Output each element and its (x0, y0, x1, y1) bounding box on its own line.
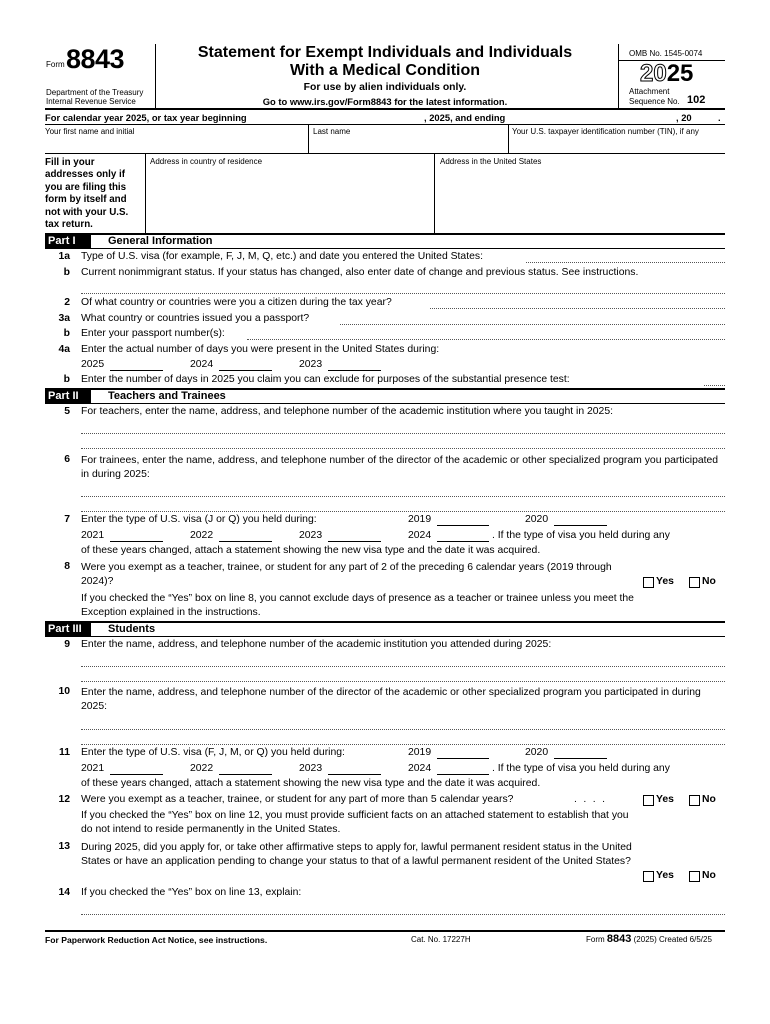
line-8-note: If you checked the “Yes” box on line 8, you cannot exclude days of presence as a teacher or trainee unless you meet the Exception explained in the instructions. (81, 593, 634, 618)
calendar-ending-label: , 2025, and ending (424, 112, 506, 123)
footer-year-created: (2025) Created 6/5/25 (633, 935, 712, 944)
line-7-2022-field[interactable] (219, 541, 272, 542)
line-7-number: 7 (64, 514, 70, 525)
part1-title: General Information (108, 235, 213, 247)
line-5-text: For teachers, enter the name, address, and telephone number of the academic institution where you taught in 2025: (81, 406, 613, 417)
line-7-tail: . If the type of visa you held during any (492, 530, 670, 541)
line-11-2021-label: 2021 (81, 763, 105, 774)
line-7-2023-label: 2023 (299, 530, 323, 541)
line-6-field-1[interactable] (81, 496, 725, 497)
line-13-yes-checkbox[interactable] (643, 871, 654, 882)
footer-rule (45, 930, 725, 932)
us-address-field[interactable] (435, 153, 725, 233)
first-name-label: Your first name and initial (45, 127, 135, 136)
line-1a-field[interactable] (526, 262, 725, 263)
catalog-number: Cat. No. 17227H (411, 935, 471, 944)
line-1b-number: b (63, 267, 70, 278)
form-title-line1: Statement for Exempt Individuals and Individuals (197, 44, 573, 61)
line-7-2022-label: 2022 (190, 530, 214, 541)
line-11-2019-field[interactable] (437, 758, 489, 759)
line-11-2024-label: 2024 (408, 763, 432, 774)
line-4a-2023-field[interactable] (328, 370, 381, 371)
sequence-number: 102 (687, 94, 706, 106)
form-subtitle: For use by alien individuals only. (303, 82, 467, 93)
line-7-2021-label: 2021 (81, 530, 105, 541)
part1-title-rule (45, 248, 725, 249)
line-3a-text: What country or countries issued you a passport? (81, 313, 310, 324)
line-11-2019-label: 2019 (408, 747, 432, 758)
line-7-2021-field[interactable] (110, 541, 163, 542)
line-6-field-2[interactable] (81, 511, 725, 512)
footer-form-number: 8843 (606, 933, 632, 945)
first-name-field[interactable] (45, 124, 308, 153)
tax-year-end-field[interactable] (512, 121, 672, 122)
header-bottom-rule (45, 108, 725, 110)
line-5-field-1[interactable] (81, 433, 725, 434)
line-5-field-2[interactable] (81, 448, 725, 449)
residence-address-field[interactable] (146, 153, 434, 233)
line-11-text: Enter the type of U.S. visa (F, J, M, or Q) you held during: (81, 747, 345, 758)
line-12-text: Were you exempt as a teacher, trainee, or student for any part of more than 5 calendar years? (81, 794, 514, 805)
line-13-number: 13 (58, 841, 70, 852)
line-1b-field[interactable] (81, 293, 725, 294)
line-13-no-label: No (702, 870, 716, 881)
irs-label: Internal Revenue Service (46, 97, 136, 106)
us-address-label: Address in the United States (440, 157, 542, 166)
line-2-number: 2 (64, 297, 70, 308)
line-12-yes-checkbox[interactable] (643, 795, 654, 806)
line-8-no-label: No (702, 576, 716, 587)
part1-label: Part I (45, 234, 91, 248)
line-3b-text: Enter your passport number(s): (81, 328, 225, 339)
department-label: Department of the Treasury (46, 88, 144, 97)
line-1a-text: Type of U.S. visa (for example, F, J, M, Q, etc.) and date you entered the United States: (81, 251, 483, 262)
irs-website-link[interactable]: Go to www.irs.gov/Form8843 for the latest information. (262, 96, 508, 107)
line-11-2022-label: 2022 (190, 763, 214, 774)
line-4b-field[interactable] (704, 385, 725, 386)
line-4a-2024-label: 2024 (190, 359, 214, 370)
attachment-label: Attachment (629, 87, 670, 96)
line-7-2019-label: 2019 (408, 514, 432, 525)
line-6-text: For trainees, enter the name, address, and telephone number of the director of the academic or other specialized program you participated in during 2025: (81, 455, 719, 480)
form-word: Form (46, 60, 65, 69)
line-4b-number: b (63, 374, 70, 385)
footer-form-word: Form (586, 935, 605, 944)
line-12-leader-dots: .... (574, 794, 612, 805)
line-7-2024-label: 2024 (408, 530, 432, 541)
line-4a-number: 4a (58, 344, 70, 355)
line-13-text: During 2025, did you apply for, or take other affirmative steps to apply for, lawful permanent resident status in the United States or have an application pending to change your status to that of a lawful permanent resident of the United States? (81, 842, 632, 867)
line-2-field[interactable] (430, 308, 725, 309)
line-12-note: If you checked the “Yes” box on line 12, you must provide sufficient facts on an attached statement to establish that you do not intend to reside permanently in the United States. (81, 810, 629, 835)
line-3a-number: 3a (58, 313, 70, 324)
line-10-text: Enter the name, address, and telephone number of the director of the academic or other specialized program you participated in during 2025: (81, 687, 701, 712)
line-14-text: If you checked the “Yes” box on line 13, explain: (81, 887, 302, 898)
line-1b-text: Current nonimmigrant status. If your status has changed, also enter date of change and previous status. See instructions. (81, 267, 639, 278)
line-8-yes-checkbox[interactable] (643, 577, 654, 588)
line-4a-2025-label: 2025 (81, 359, 105, 370)
header-divider-right (618, 44, 619, 108)
tax-year-outline: 20 (640, 60, 667, 87)
line-9-field-1[interactable] (81, 666, 725, 667)
line-8-number: 8 (64, 561, 70, 572)
line-12-no-label: No (702, 794, 716, 805)
line-7-2019-field[interactable] (437, 525, 489, 526)
line-7-2024-field[interactable] (437, 541, 489, 542)
line-8-yes-label: Yes (656, 576, 674, 587)
line-11-2024-field[interactable] (437, 774, 489, 775)
line-11-2020-label: 2020 (525, 747, 549, 758)
line-14-field[interactable] (81, 914, 725, 915)
line-7-2023-field[interactable] (328, 541, 381, 542)
residence-address-label: Address in country of residence (150, 157, 263, 166)
form-title-line2: With a Medical Condition (289, 62, 481, 79)
line-7-2020-field[interactable] (554, 525, 607, 526)
line-9-number: 9 (64, 639, 70, 650)
tax-year (640, 62, 693, 86)
line-11-2023-label: 2023 (299, 763, 323, 774)
line-11-2022-field[interactable] (219, 774, 272, 775)
line-4a-2023-label: 2023 (299, 359, 323, 370)
line-10-field-2[interactable] (81, 744, 725, 745)
line-3a-field[interactable] (340, 324, 725, 325)
line-12-yes-label: Yes (656, 794, 674, 805)
line-11-continuation: of these years changed, attach a statement showing the new visa type and the date it was acquired. (81, 778, 541, 789)
part2-label: Part II (45, 389, 91, 403)
line-3b-field[interactable] (247, 339, 725, 340)
line-8-text: Were you exempt as a teacher, trainee, or student for any part of 2 of the preceding 6 calendar years (2019 through 2024)? (81, 562, 612, 587)
line-4a-2024-field[interactable] (219, 370, 272, 371)
omb-number: OMB No. 1545-0074 (629, 49, 703, 58)
line-14-number: 14 (58, 887, 70, 898)
line-8-no-checkbox[interactable] (689, 577, 700, 588)
calendar-20-label: , 20 (676, 112, 692, 123)
line-11-2021-field[interactable] (110, 774, 163, 775)
calendar-year-label: For calendar year 2025, or tax year beginning (45, 112, 247, 123)
fill-in-instruction: Fill in your addresses only if you are filing this form by itself and not with your U.S. tax return. (45, 157, 129, 231)
line-12-number: 12 (58, 794, 70, 805)
tin-field[interactable] (509, 124, 725, 153)
line-3b-number: b (63, 328, 70, 339)
line-4a-text: Enter the actual number of days you were present in the United States during: (81, 344, 440, 355)
footer-form-id (586, 933, 712, 945)
line-10-number: 10 (58, 686, 70, 697)
line-12-no-checkbox[interactable] (689, 795, 700, 806)
header-divider-left (155, 44, 156, 108)
tax-year-begin-field[interactable] (265, 121, 420, 122)
last-name-field[interactable] (309, 124, 508, 153)
part2-title-rule (45, 403, 725, 404)
line-5-number: 5 (64, 406, 70, 417)
line-9-text: Enter the name, address, and telephone number of the academic institution you attended during 2025: (81, 639, 552, 650)
line-9-field-2[interactable] (81, 681, 725, 682)
tin-label: Your U.S. taxpayer identification number (TIN), if any (512, 127, 699, 136)
line-11-2023-field[interactable] (328, 774, 381, 775)
line-4b-text: Enter the number of days in 2025 you claim you can exclude for purposes of the substantial presence test: (81, 374, 570, 385)
line-7-2020-label: 2020 (525, 514, 549, 525)
part3-label: Part III (45, 622, 91, 636)
paperwork-notice: For Paperwork Reduction Act Notice, see instructions. (45, 935, 268, 945)
sequence-label: Sequence No. (629, 97, 680, 106)
line-7-continuation: of these years changed, attach a statement showing the new visa type and the date it was acquired. (81, 545, 541, 556)
line-11-number: 11 (59, 747, 70, 758)
line-11-tail: . If the type of visa you held during any (492, 763, 670, 774)
line-13-no-checkbox[interactable] (689, 871, 700, 882)
line-7-text: Enter the type of U.S. visa (J or Q) you held during: (81, 514, 317, 525)
line-11-2020-field[interactable] (554, 758, 607, 759)
part3-title-rule (45, 636, 725, 637)
line-6-number: 6 (64, 454, 70, 465)
last-name-label: Last name (313, 127, 351, 136)
line-13-yes-label: Yes (656, 870, 674, 881)
line-1a-number: 1a (58, 251, 70, 262)
line-4a-2025-field[interactable] (110, 370, 163, 371)
form-number: 8843 (66, 44, 125, 74)
line-2-text: Of what country or countries were you a citizen during the tax year? (81, 297, 392, 308)
tax-year-bold: 25 (666, 60, 694, 87)
part3-title: Students (108, 623, 156, 635)
part2-title: Teachers and Trainees (108, 390, 226, 402)
calendar-period: . (718, 112, 721, 123)
line-10-field-1[interactable] (81, 729, 725, 730)
